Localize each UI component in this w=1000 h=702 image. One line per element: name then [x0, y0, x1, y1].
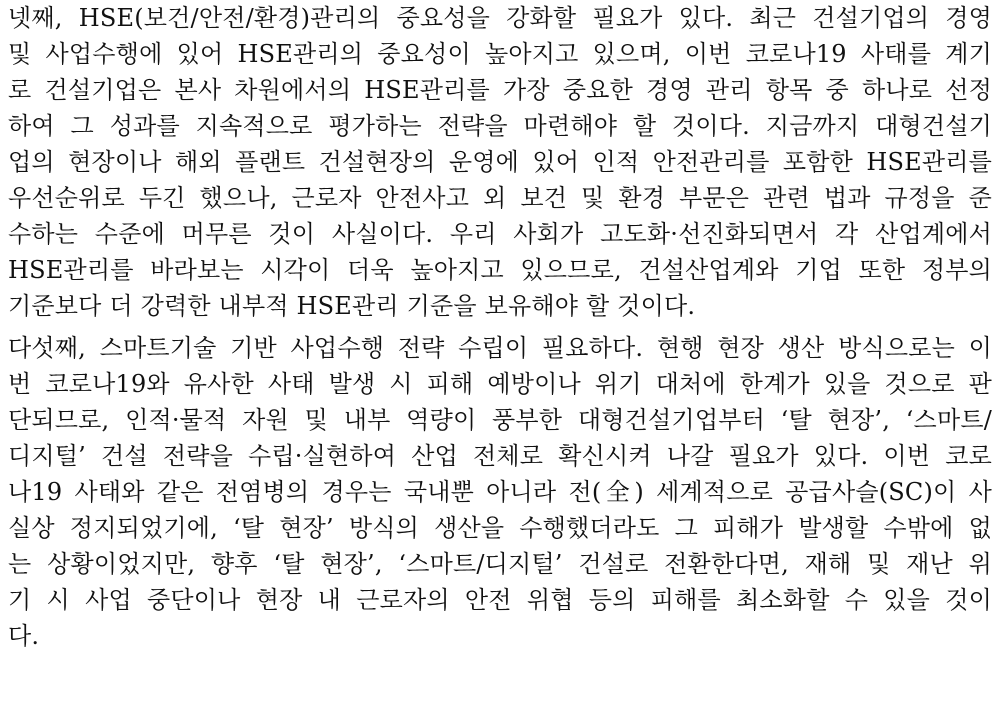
paragraph-line: 단되므로, 인적·물적 자원 및 내부 역량이 풍부한 대형건설기업부터 ‘탈 현장’, ‘스마트/	[8, 406, 992, 434]
paragraph-smart-technology	[8, 330, 992, 654]
paragraph-hse-management	[8, 0, 992, 324]
paragraph-line: 넷째, HSE(보건/안전/환경)관리의 중요성을 강화할 필요가 있다. 최근 건설기업의 경영	[8, 4, 992, 32]
paragraph-line: 업의 현장이나 해외 플랜트 건설현장의 운영에 있어 인적 안전관리를 포함한 HSE관리를	[8, 148, 992, 176]
paragraph-line: 다섯째, 스마트기술 기반 사업수행 전략 수립이 필요하다. 현행 현장 생산 방식으로는 이	[8, 334, 992, 362]
paragraph-line: 하여 그 성과를 지속적으로 평가하는 전략을 마련해야 할 것이다. 지금까지 대형건설기	[8, 112, 992, 140]
paragraph-line: 실상 정지되었기에, ‘탈 현장’ 방식의 생산을 수행했더라도 그 피해가 발생할 수밖에 없	[8, 514, 992, 542]
paragraph-line: 로 건설기업은 본사 차원에서의 HSE관리를 가장 중요한 경영 관리 항목 중 하나로 선정	[8, 76, 992, 104]
paragraph-line: 번 코로나19와 유사한 사태 발생 시 피해 예방이나 위기 대처에 한계가 있을 것으로 판	[8, 370, 992, 398]
paragraph-line: 다.	[8, 622, 40, 650]
paragraph-line: 수하는 수준에 머무른 것이 사실이다. 우리 사회가 고도화·선진화되면서 각 산업계에서	[8, 220, 992, 248]
paragraph-line: 우선순위로 두긴 했으나, 근로자 안전사고 외 보건 및 환경 부문은 관련 법과 규정을 준	[8, 184, 992, 212]
paragraph-line: 디지털’ 건설 전략을 수립·실현하여 산업 전체로 확신시켜 나갈 필요가 있다. 이번 코로	[8, 442, 992, 470]
paragraph-line: 나19 사태와 같은 전염병의 경우는 국내뿐 아니라 전(全) 세계적으로 공급사슬(SC)이 사	[8, 478, 992, 506]
paragraph-line: 는 상황이었지만, 향후 ‘탈 현장’, ‘스마트/디지털’ 건설로 전환한다면, 재해 및 재난 위	[8, 550, 992, 578]
paragraph-line: HSE관리를 바라보는 시각이 더욱 높아지고 있으므로, 건설산업계와 기업 또한 정부의	[8, 256, 992, 284]
paragraph-line: 기 시 사업 중단이나 현장 내 근로자의 안전 위협 등의 피해를 최소화할 수 있을 것이	[8, 586, 992, 614]
paragraph-line: 기준보다 더 강력한 내부적 HSE관리 기준을 보유해야 할 것이다.	[8, 292, 696, 320]
paragraph-line: 및 사업수행에 있어 HSE관리의 중요성이 높아지고 있으며, 이번 코로나19 사태를 계기	[8, 40, 992, 68]
